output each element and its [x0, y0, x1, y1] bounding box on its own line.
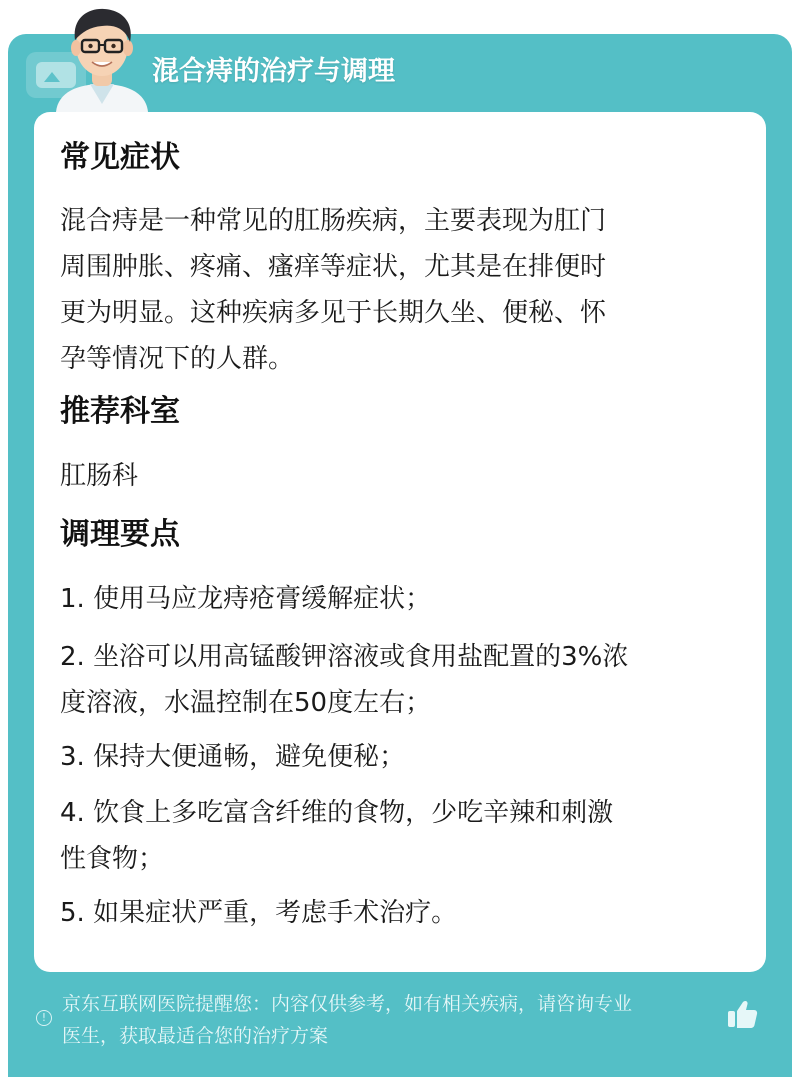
thumbs-up-icon[interactable] — [724, 996, 760, 1032]
symptoms-line: 混合痔是一种常见的肛肠疾病，主要表现为肛门 — [60, 206, 607, 236]
footer-disclaimer — [62, 988, 726, 1052]
symptoms-line: 周围肿胀、疼痛、瘙痒等症状，尤其是在排便时 — [60, 252, 607, 282]
footer-line: 京东互联网医院提醒您：内容仅供参考，如有相关疾病，请咨询专业 — [62, 993, 633, 1015]
symptoms-line: 更为明显。这种疾病多见于长期久坐、便秘、怀 — [60, 298, 607, 328]
symptoms-text — [60, 198, 740, 382]
care-item — [60, 576, 740, 622]
section-heading-symptoms: 常见症状 — [60, 140, 180, 175]
department-value: 肛肠科 — [60, 461, 139, 491]
doctor-avatar — [42, 0, 162, 112]
care-item — [60, 734, 740, 780]
care-item — [60, 634, 740, 726]
section-heading-care: 调理要点 — [60, 517, 180, 552]
care-item — [60, 790, 740, 882]
care-item-line: 3. 保持大便通畅，避免便秘； — [60, 742, 406, 772]
care-item-line: 性食物； — [60, 844, 165, 874]
care-item-line: 1. 使用马应龙痔疮膏缓解症状； — [60, 584, 432, 614]
footer-line: 医生，获取最适合您的治疗方案 — [62, 1025, 329, 1047]
info-icon: ! — [36, 1010, 52, 1026]
care-item-line: 4. 饮食上多吃富含纤维的食物，少吃辛辣和刺激 — [60, 798, 614, 828]
care-item — [60, 890, 740, 936]
page-title: 混合痔的治疗与调理 — [152, 56, 395, 87]
care-item-line: 2. 坐浴可以用高锰酸钾溶液或食用盐配置的3%浓 — [60, 642, 629, 672]
care-item-line: 度溶液，水温控制在50度左右； — [60, 688, 432, 718]
care-item-line: 5. 如果症状严重，考虑手术治疗。 — [60, 898, 458, 928]
symptoms-line: 孕等情况下的人群。 — [60, 344, 295, 374]
section-heading-department: 推荐科室 — [60, 394, 180, 429]
